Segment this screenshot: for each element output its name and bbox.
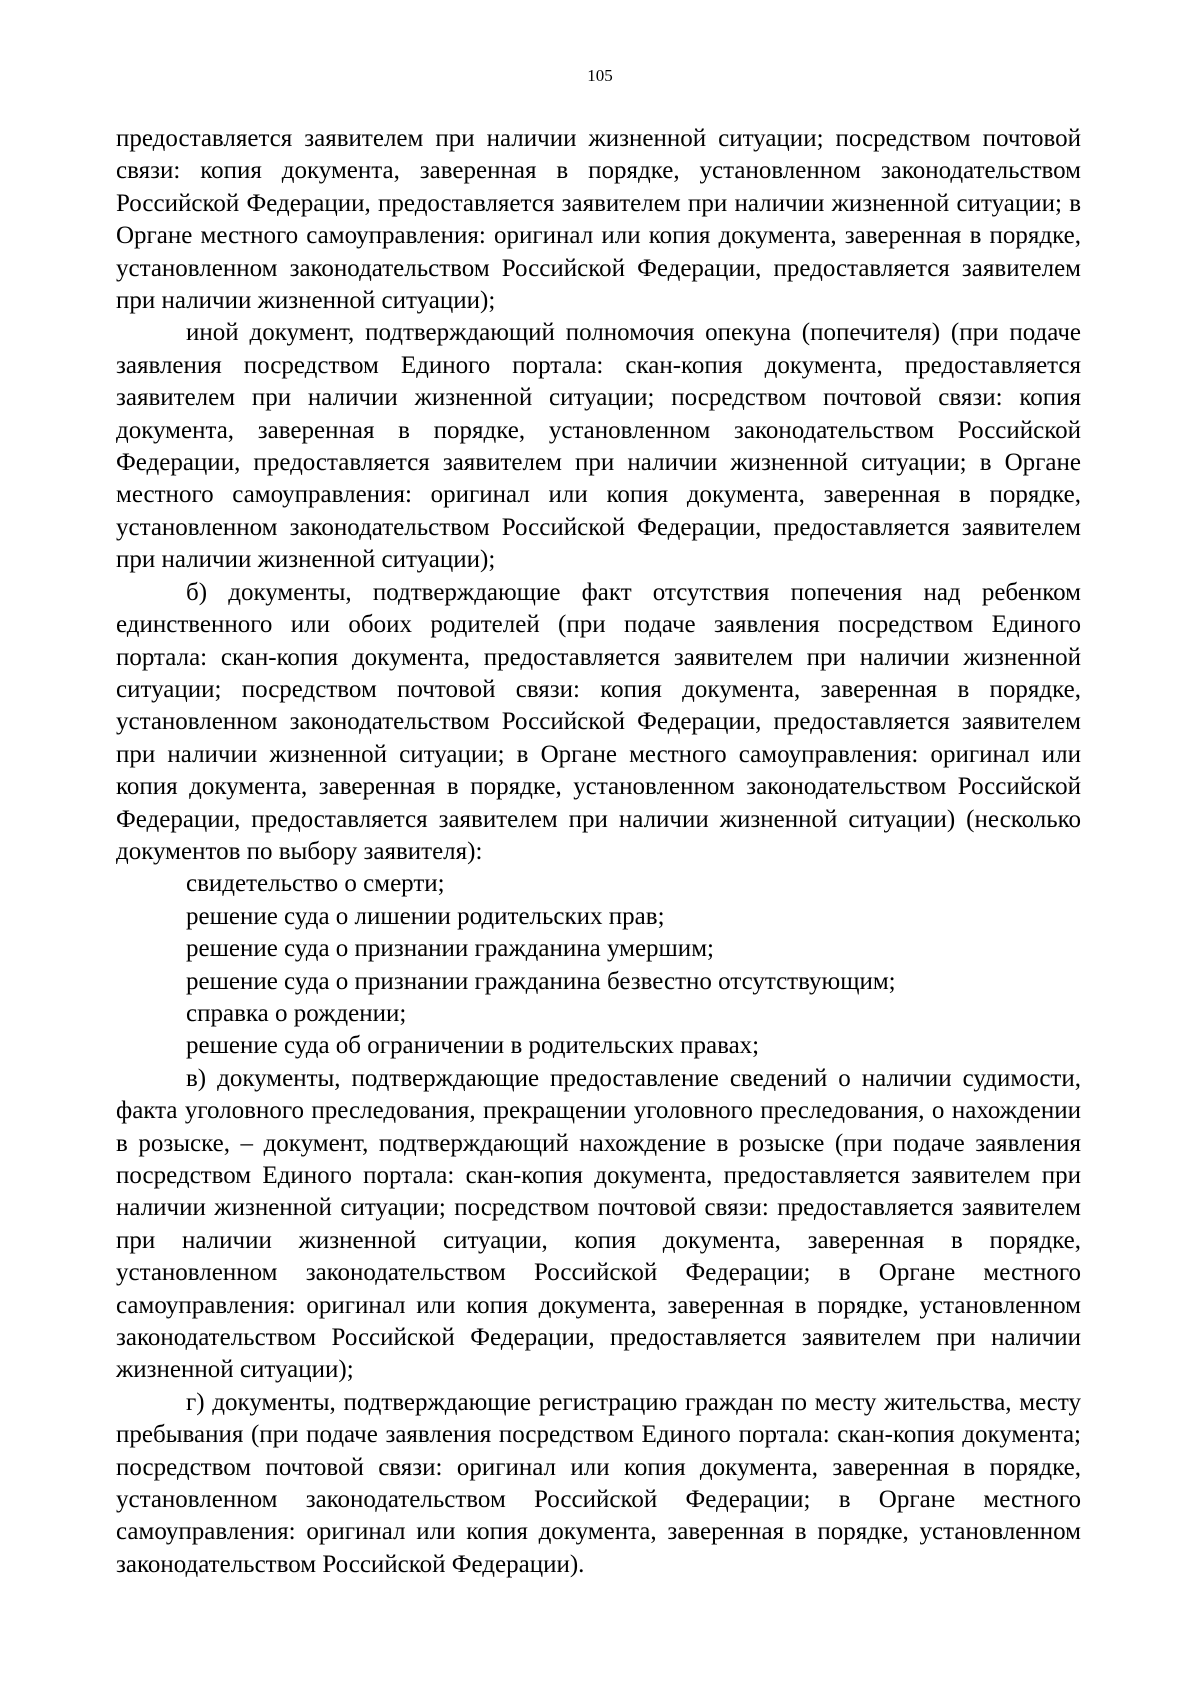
list-item: решение суда о лишении родительских прав; — [186, 902, 665, 930]
list-item: решение суда о признании гражданина безвестно отсутствующим; — [186, 967, 896, 995]
paragraph-b-no-parental-care: б) документы, подтверждающие факт отсутствия попечения над ребенком единственного или обоих родителей (при подаче заявления посредством Единого портала: скан-копия документа, предоставляется заявителем при наличии жизненной ситуации; посредством почтовой связи: копия документа, заверенная в порядке, установленном законодательством Российской Федерации, предоставляется заявителем при наличии жизненной ситуации; в Органе местного самоуправления: оригинал или копия документа, заверенная в порядке, установленном законодательством Российской Федерации, предоставляется заявителем при наличии жизненной ситуации) (несколько документов по выбору заявителя): — [116, 578, 1081, 865]
page-number: 105 — [587, 66, 613, 85]
paragraph-continuation: предоставляется заявителем при наличии жизненной ситуации; посредством почтовой связи: копия документа, заверенная в порядке, установленном законодательством Российской Федерации, предоставляется заявителем при наличии жизненной ситуации; в Органе местного самоуправления: оригинал или копия документа, заверенная в порядке, установленном законодательством Российской Федерации, предоставляется заявителем при наличии жизненной ситуации); — [116, 125, 1081, 315]
paragraph-guardian-document: иной документ, подтверждающий полномочия опекуна (попечителя) (при подаче заявления посредством Единого портала: скан-копия документа, предоставляется заявителем при наличии жизненной ситуации; посредством почтовой связи: копия документа, заверенная в порядке, установленном законодательством Российской Федерации, предоставляется заявителем при наличии жизненной ситуации; в Органе местного самоуправления: оригинал или копия документа, заверенная в порядке, установленном законодательством Российской Федерации, предоставляется заявителем при наличии жизненной ситуации); — [116, 319, 1081, 574]
paragraph-v-criminal-record: в) документы, подтверждающие предоставление сведений о наличии судимости, факта уголовного преследования, прекращении уголовного преследования, о нахождении в розыске, – документ, подтверждающий нахождение в розыске (при подаче заявления посредством Единого портала: скан-копия документа, предоставляется заявителем при наличии жизненной ситуации; посредством почтовой связи: предоставляется заявителем при наличии жизненной ситуации, копия документа, заверенная в порядке, установленном законодательством Российской Федерации; в Органе местного самоуправления: оригинал или копия документа, заверенная в порядке, установленном законодательством Российской Федерации, предоставляется заявителем при наличии жизненной ситуации); — [116, 1064, 1081, 1384]
document-body — [116, 123, 1081, 1581]
list-item: свидетельство о смерти; — [186, 870, 445, 898]
list-item: справка о рождении; — [186, 999, 407, 1027]
list-item: решение суда об ограничении в родительских правах; — [186, 1032, 760, 1060]
paragraph-g-registration: г) документы, подтверждающие регистрацию граждан по месту жительства, месту пребывания (при подаче заявления посредством Единого портала: скан-копия документа; посредством почтовой связи: оригинал или копия документа, заверенная в порядке, установленном законодательством Российской Федерации; в Органе местного самоуправления: оригинал или копия документа, заверенная в порядке, установленном законодательством Российской Федерации). — [116, 1388, 1081, 1578]
list-item: решение суда о признании гражданина умершим; — [186, 935, 714, 963]
